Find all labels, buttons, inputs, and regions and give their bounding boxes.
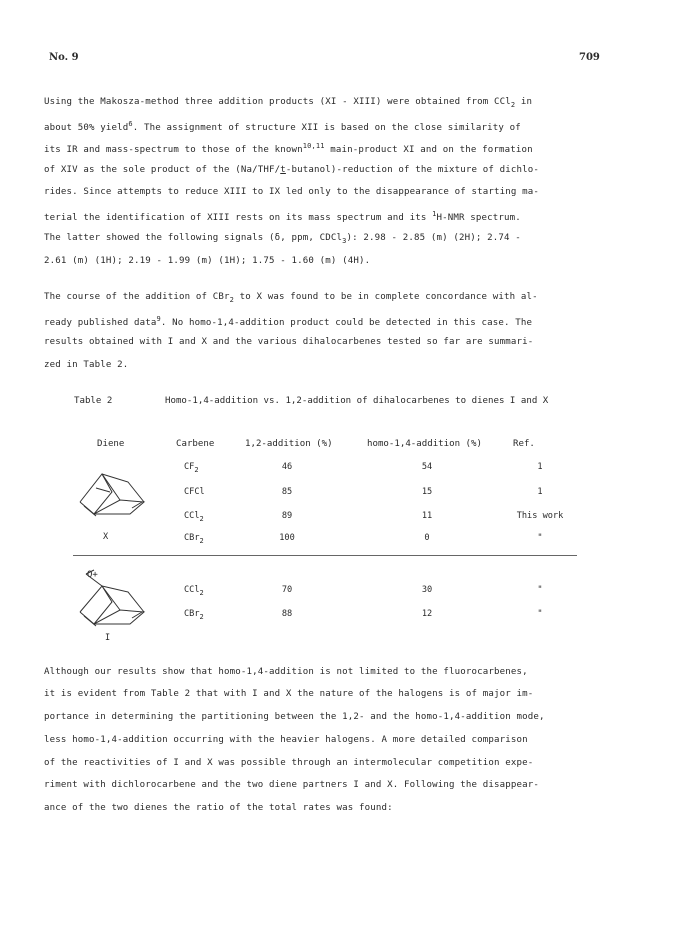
text-fragment: CCl (184, 511, 200, 521)
text-line (44, 210, 521, 223)
text-line: rides. Since attempts to reduce XIII to IX led only to the disappearance of starting ma- (44, 187, 539, 197)
table-cell: This work (516, 511, 564, 521)
text-fragment: 2 (510, 101, 516, 109)
text-fragment: ready published data (44, 318, 157, 328)
text-fragment: 2 (199, 537, 204, 545)
table-cell: 0 (424, 533, 430, 543)
text-fragment: 2 (229, 296, 234, 304)
text-line: 2.61 (m) (1H); 2.19 - 1.99 (m) (1H); 1.75 - 1.60 (m) (4H). (44, 256, 371, 266)
text-fragment: t (280, 165, 286, 175)
text-fragment: . The assignment of structure XII is based on the close similarity of (132, 123, 521, 133)
text-fragment: 2 (194, 466, 199, 474)
table-cell (184, 462, 199, 474)
text-line (44, 315, 532, 328)
text-fragment: CCl (184, 585, 200, 595)
column-header-diene: Diene (97, 439, 125, 449)
column-header-homo-addition: homo-1,4-addition (%) (367, 439, 482, 449)
text-fragment: CF (184, 462, 195, 472)
text-fragment: CBr (184, 609, 200, 619)
table-cell: 15 (421, 487, 433, 497)
column-header-12-addition: 1,2-addition (%) (245, 439, 333, 449)
text-line: Although our results show that homo-1,4-addition is not limited to the fluorocarbenes, (44, 667, 528, 677)
table-caption-text: Homo-1,4-addition vs. 1,2-addition of dihalocarbenes to dienes I and X (165, 396, 549, 406)
text-fragment: H-NMR spectrum. (436, 213, 521, 223)
text-fragment: CBr (184, 533, 200, 543)
text-line: zed in Table 2. (44, 360, 129, 370)
table-cell: 12 (421, 609, 433, 619)
text-line (44, 97, 532, 109)
text-line (44, 292, 538, 304)
issue-number: No. 9 (49, 52, 79, 63)
text-fragment: 2 (199, 515, 204, 523)
text-fragment: 2 (199, 589, 204, 597)
table-divider (73, 555, 577, 556)
text-fragment: The latter showed the following signals (δ, ppm, CDCl (44, 233, 343, 243)
table-cell: 88 (281, 609, 293, 619)
table-cell (184, 487, 205, 499)
text-line (44, 165, 539, 175)
table-cell (184, 533, 204, 545)
table-cell: 85 (281, 487, 293, 497)
text-line (44, 142, 533, 155)
text-fragment: ): 2.98 - 2.85 (m) (2H); 2.74 - (346, 233, 521, 243)
table-cell (184, 585, 204, 597)
text-fragment: 3 (342, 237, 347, 245)
column-header-ref: Ref. (513, 439, 535, 449)
text-fragment: to X was found to be in complete concordance with al- (234, 292, 538, 302)
page-number: 709 (579, 52, 600, 63)
text-fragment: 2 (199, 613, 204, 621)
text-line: less homo-1,4-addition occurring with the heavier halogens. A more detailed comparison (44, 735, 528, 745)
diene-label-i: I (105, 633, 111, 643)
text-line (44, 233, 521, 245)
table-cell: 30 (421, 585, 433, 595)
text-fragment: in (515, 97, 533, 107)
text-fragment: terial the identification of XIII rests on its mass spectrum and its (44, 213, 433, 223)
norbornadiene-structure-i (72, 568, 152, 634)
tert-butoxy-label: O+ (87, 570, 98, 580)
norbornadiene-structure-x (72, 462, 152, 528)
table-cell (184, 511, 204, 523)
text-fragment: 1 (432, 210, 437, 218)
text-fragment: 9 (156, 315, 161, 323)
text-fragment: CFCl (184, 487, 205, 497)
text-line (44, 120, 521, 133)
text-line: of the reactivities of I and X was possible through an intermolecular competition expe- (44, 758, 534, 768)
table-cell (184, 609, 204, 621)
table-cell: 11 (421, 511, 433, 521)
text-line: results obtained with I and X and the various dihalocarbenes tested so far are summari- (44, 337, 534, 347)
table-cell: 70 (281, 585, 293, 595)
table-cell: 46 (281, 462, 293, 472)
column-header-carbene: Carbene (176, 439, 215, 449)
diene-label-x: X (103, 532, 109, 542)
text-fragment: . No homo-1,4-addition product could be detected in this case. The (160, 318, 533, 328)
table-cell: 89 (281, 511, 293, 521)
text-fragment: of XIV as the sole product of the (Na/THF/ (44, 165, 281, 175)
text-fragment: 10,11 (302, 142, 325, 150)
text-fragment: The course of the addition of CBr (44, 292, 230, 302)
table-cell: " (537, 609, 543, 619)
text-line: portance in determining the partitioning between the 1,2- and the homo-1,4-addition mode, (44, 712, 545, 722)
table-cell: " (537, 585, 543, 595)
text-fragment: -butanol)-reduction of the mixture of dichlo- (285, 165, 539, 175)
text-fragment: its IR and mass-spectrum to those of the known (44, 145, 303, 155)
table-cell: " (537, 533, 543, 543)
text-fragment: main-product XI and on the formation (324, 145, 533, 155)
table-cell: 1 (537, 487, 543, 497)
table-cell: 1 (537, 462, 543, 472)
text-line: it is evident from Table 2 that with I and X the nature of the halogens is of major im- (44, 689, 534, 699)
table-caption-label: Table 2 (74, 396, 113, 406)
text-line: riment with dichlorocarbene and the two diene partners I and X. Following the disappear- (44, 780, 539, 790)
table-cell: 54 (421, 462, 433, 472)
table-cell: 100 (279, 533, 295, 543)
text-fragment: 6 (128, 120, 133, 128)
text-line: ance of the two dienes the ratio of the total rates was found: (44, 803, 393, 813)
text-fragment: Using the Makosza-method three addition products (XI - XIII) were obtained from CCl (44, 97, 511, 107)
text-fragment: about 50% yield (44, 123, 129, 133)
